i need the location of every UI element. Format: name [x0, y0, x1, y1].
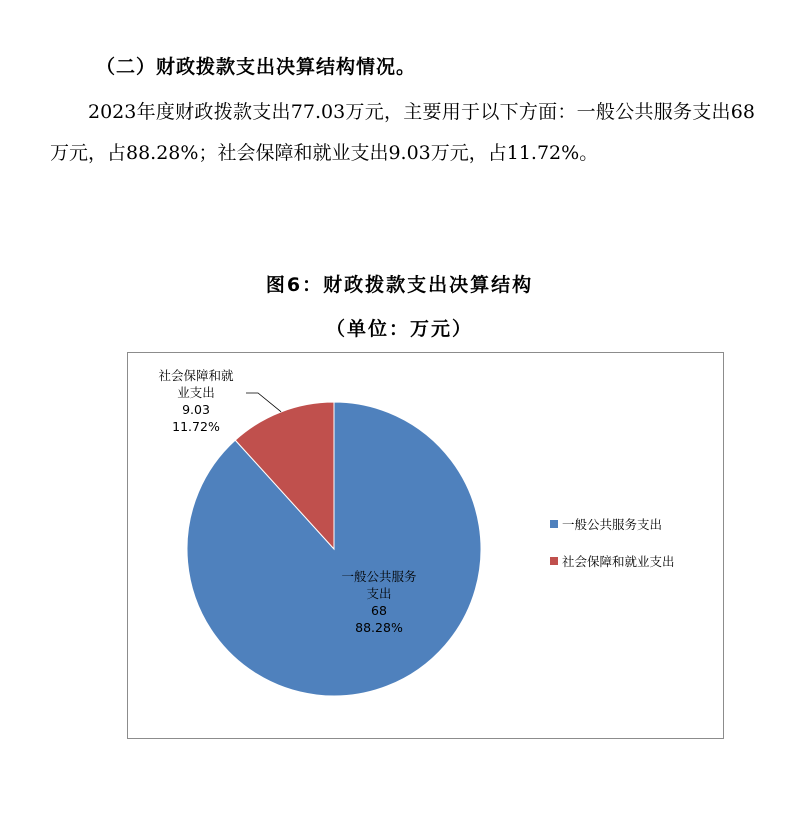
pie-leader-line-1 [246, 393, 281, 412]
body-paragraph [50, 92, 755, 174]
paragraph-text: 2023年度财政拨款支出77.03万元，主要用于以下方面：一般公共服务支出68万元，占88.28%；社会保障和就业支出9.03万元，占11.72%。 [50, 101, 755, 164]
figure-unit: （单位：万元） [325, 318, 473, 340]
legend-swatch-1 [550, 557, 558, 565]
pie-label-0: 一般公共服务支出 68 88.28% [341, 569, 417, 635]
figure-title: 图6：财政拨款支出决算结构 [265, 274, 534, 296]
legend-swatch-0 [550, 520, 558, 528]
pie-chart-svg [128, 353, 725, 740]
section-heading: （二）财政拨款支出决算结构情况。 [96, 56, 417, 78]
legend-label-1: 社会保障和就业支出 [562, 554, 675, 569]
pie-label-1: 社会保障和就业支出 9.03 11.72% [158, 368, 234, 434]
legend-label-0: 一般公共服务支出 [562, 517, 663, 532]
pie-chart [127, 352, 724, 739]
